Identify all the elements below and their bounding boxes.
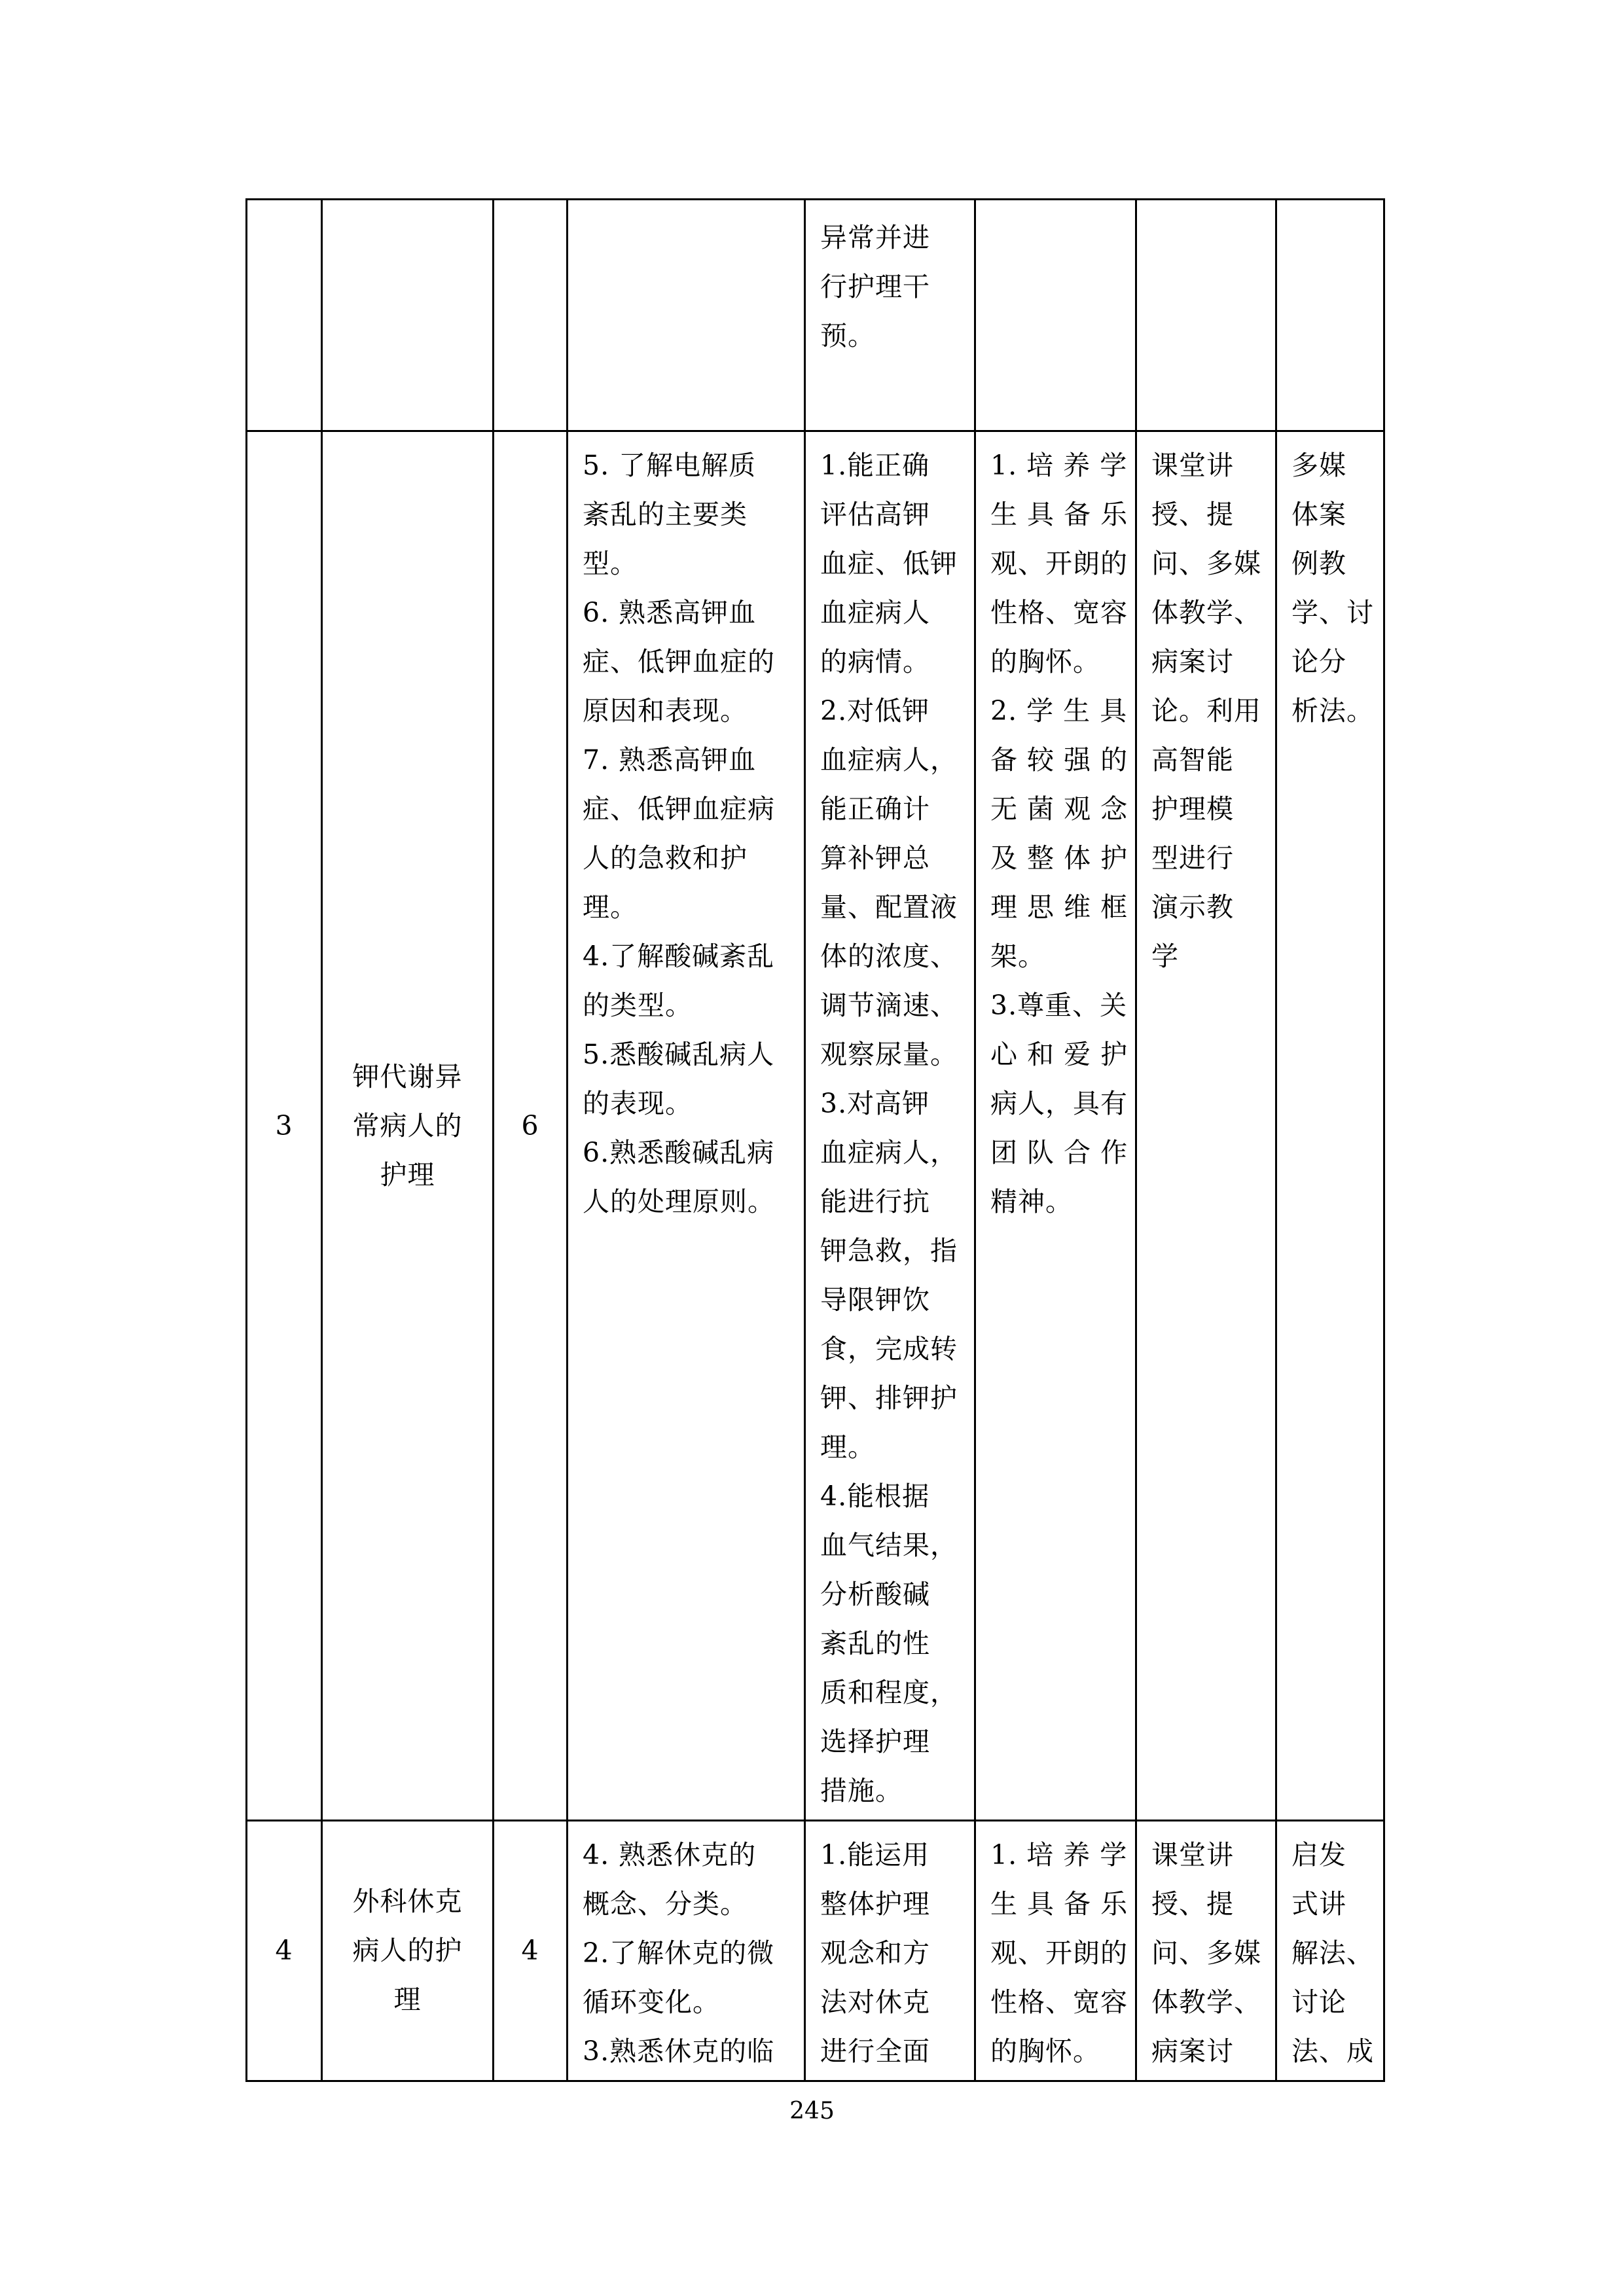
cell-text-line: 课堂讲 xyxy=(1151,1839,1234,1871)
cell-text-line: 行护理干 xyxy=(820,271,930,302)
cell-text-line: 体的浓度、 xyxy=(820,941,958,972)
cell-text-line: 护理 xyxy=(380,1158,435,1191)
cell-text-line: 质和程度， xyxy=(820,1677,958,1708)
cell-text-line: 能正确计 xyxy=(820,793,930,825)
cell-title xyxy=(322,200,494,431)
cell-text-line: 的胸怀。 xyxy=(990,646,1100,677)
cell-text-line: 2.了解休克的微 xyxy=(583,1937,775,1969)
cell-text-line: 紊乱的性 xyxy=(820,1628,930,1659)
curriculum-table xyxy=(245,198,1385,2082)
cell-text-line: 理 xyxy=(393,1984,422,2015)
cell-text-line: 性格、宽容 xyxy=(990,1986,1128,2018)
cell-text-line: 症、低钾血症的 xyxy=(583,646,775,677)
cell-text-line: 分析酸碱 xyxy=(820,1579,930,1610)
cell-text-line: 病案讨 xyxy=(1151,646,1234,677)
cell-text-line: 高智能 xyxy=(1151,744,1234,776)
cell-ability xyxy=(805,1821,975,2081)
cell-knowledge xyxy=(568,431,805,1821)
cell-text-line: 1. 培 养 学 xyxy=(990,450,1128,481)
cell-text-line: 的类型。 xyxy=(583,990,693,1021)
cell-text-line: 启发 xyxy=(1291,1839,1346,1871)
page-number: 245 xyxy=(789,2098,835,2125)
cell-text-line: 课堂讲 xyxy=(1151,450,1234,481)
cell-text-line: 3.尊重、关 xyxy=(990,990,1128,1021)
cell-text-line: 1.能正确 xyxy=(820,450,930,481)
cell-text-line: 理 思 维 框 xyxy=(990,891,1128,923)
cell-text-line: 架。 xyxy=(990,941,1045,972)
cell-quality xyxy=(975,200,1136,431)
cell-text-line: 体教学、 xyxy=(1151,597,1261,628)
cell-text-line: 7. 熟悉高钾血 xyxy=(583,744,757,776)
cell-text-line: 钾、排钾护 xyxy=(820,1382,958,1414)
cell-hours: 6 xyxy=(494,431,568,1821)
cell-text-line: 及 整 体 护 xyxy=(990,842,1128,874)
cell-text-line: 4.了解酸碱紊乱 xyxy=(583,941,775,972)
cell-text-line: 生 具 备 乐 xyxy=(990,1888,1128,1920)
cell-text-line: 病人，具有 xyxy=(990,1088,1128,1119)
cell-text-line: 无 菌 观 念 xyxy=(990,793,1128,825)
cell-text-line: 2.对低钾 xyxy=(820,695,930,726)
cell-text-line: 4.能根据 xyxy=(820,1480,930,1512)
cell-text-line: 血症病人 xyxy=(820,597,930,628)
cell-title xyxy=(322,431,494,1821)
cell-approach xyxy=(1276,431,1384,1821)
cell-text-line: 问、多媒 xyxy=(1151,548,1261,579)
cell-text-line: 多媒 xyxy=(1291,450,1346,481)
cell-text-line: 血症病人， xyxy=(820,744,958,776)
cell-text-line: 概念、分类。 xyxy=(583,1888,748,1920)
cell-text-line: 6.熟悉酸碱乱病 xyxy=(583,1137,775,1168)
cell-hours xyxy=(494,200,568,431)
cell-text-line: 1.能运用 xyxy=(820,1839,930,1871)
cell-text-line: 观、开朗的 xyxy=(990,548,1128,579)
cell-text-line: 预。 xyxy=(820,320,875,351)
cell-text-line: 钾代谢异 xyxy=(352,1060,463,1092)
cell-text-line: 原因和表现。 xyxy=(583,695,748,726)
cell-text-line: 1. 培 养 学 xyxy=(990,1839,1128,1871)
cell-text-line: 措施。 xyxy=(820,1775,903,1806)
cell-text-line: 观察尿量。 xyxy=(820,1039,958,1070)
cell-knowledge xyxy=(568,200,805,431)
cell-text-line: 3.熟悉休克的临 xyxy=(583,2036,775,2067)
cell-text-line: 观、开朗的 xyxy=(990,1937,1128,1969)
table-row xyxy=(247,1821,1384,2081)
cell-text-line: 症、低钾血症病 xyxy=(583,793,775,825)
cell-text-line: 法、成 xyxy=(1291,2036,1374,2067)
cell-text-line: 护理模 xyxy=(1151,793,1234,825)
cell-text-line: 体案 xyxy=(1291,499,1346,530)
cell-text-line: 量、配置液 xyxy=(820,891,958,923)
cell-text-line: 人的急救和护 xyxy=(583,842,748,874)
cell-text-line: 讨论 xyxy=(1291,1986,1346,2018)
cell-text-line: 血症、低钾 xyxy=(820,548,958,579)
cell-no xyxy=(247,200,322,431)
cell-text-line: 异常并进 xyxy=(820,222,930,253)
cell-text-line: 钾急救，指 xyxy=(820,1235,958,1266)
cell-text-line: 5. 了解电解质 xyxy=(583,450,757,481)
cell-no: 4 xyxy=(247,1821,322,2081)
cell-text-line: 循环变化。 xyxy=(583,1986,720,2018)
cell-text-line: 调节滴速、 xyxy=(820,990,958,1021)
cell-text-line: 外科休克 xyxy=(352,1886,463,1917)
cell-text-line: 授、提 xyxy=(1151,499,1234,530)
cell-text-line: 授、提 xyxy=(1151,1888,1234,1920)
cell-text-line: 能进行抗 xyxy=(820,1186,930,1217)
cell-text-line: 食，完成转 xyxy=(820,1333,958,1365)
cell-text-line: 算补钾总 xyxy=(820,842,930,874)
cell-text-line: 病人的护 xyxy=(352,1935,463,1966)
cell-text-line: 演示教 xyxy=(1151,891,1234,923)
cell-method xyxy=(1136,431,1276,1821)
cell-text-line: 3.对高钾 xyxy=(820,1088,930,1119)
cell-text-line: 理。 xyxy=(820,1431,875,1463)
cell-text-line: 性格、宽容 xyxy=(990,597,1128,628)
cell-text-line: 问、多媒 xyxy=(1151,1937,1261,1969)
cell-ability xyxy=(805,200,975,431)
table-row xyxy=(247,431,1384,1821)
cell-text-line: 进行全面 xyxy=(820,2036,930,2067)
cell-text-line: 的表现。 xyxy=(583,1088,693,1119)
cell-quality xyxy=(975,431,1136,1821)
cell-knowledge xyxy=(568,1821,805,2081)
cell-ability xyxy=(805,431,975,1821)
cell-hours: 4 xyxy=(494,1821,568,2081)
cell-text-line: 4. 熟悉休克的 xyxy=(583,1839,757,1871)
cell-method xyxy=(1136,1821,1276,2081)
cell-text-line: 例教 xyxy=(1291,548,1346,579)
cell-text-line: 析法。 xyxy=(1291,695,1374,726)
cell-text-line: 学、讨 xyxy=(1291,597,1374,628)
cell-text-line: 选择护理 xyxy=(820,1726,930,1757)
cell-text-line: 精神。 xyxy=(990,1186,1073,1217)
cell-text-line: 导限钾饮 xyxy=(820,1284,930,1316)
cell-text-line: 法对休克 xyxy=(820,1986,930,2018)
cell-text-line: 血气结果， xyxy=(820,1530,958,1561)
cell-text-line: 论。利用 xyxy=(1151,695,1261,726)
cell-text-line: 血症病人， xyxy=(820,1137,958,1168)
cell-text-line: 评估高钾 xyxy=(820,499,930,530)
cell-text-line: 5.悉酸碱乱病人 xyxy=(583,1039,775,1070)
cell-text-line: 学 xyxy=(1151,941,1179,972)
cell-text-line: 整体护理 xyxy=(820,1888,930,1920)
cell-text-line: 解法、 xyxy=(1291,1937,1374,1969)
cell-text-line: 型。 xyxy=(583,548,638,579)
cell-text-line: 论分 xyxy=(1291,646,1346,677)
cell-text-line: 生 具 备 乐 xyxy=(990,499,1128,530)
cell-title xyxy=(322,1821,494,2081)
cell-text-line: 2. 学 生 具 xyxy=(990,695,1128,726)
cell-text-line: 式讲 xyxy=(1291,1888,1346,1920)
cell-text-line: 常病人的 xyxy=(352,1109,463,1141)
cell-text-line: 理。 xyxy=(583,891,638,923)
cell-method xyxy=(1136,200,1276,431)
cell-text-line: 的胸怀。 xyxy=(990,2036,1100,2067)
cell-quality xyxy=(975,1821,1136,2081)
cell-text-line: 心 和 爱 护 xyxy=(990,1039,1128,1070)
cell-text-line: 型进行 xyxy=(1151,842,1234,874)
cell-text-line: 病案讨 xyxy=(1151,2036,1234,2067)
cell-approach xyxy=(1276,1821,1384,2081)
cell-text-line: 的病情。 xyxy=(820,646,930,677)
cell-text-line: 人的处理原则。 xyxy=(583,1186,775,1217)
cell-text-line: 6. 熟悉高钾血 xyxy=(583,597,757,628)
cell-text-line: 紊乱的主要类 xyxy=(583,499,748,530)
cell-text-line: 观念和方 xyxy=(820,1937,930,1969)
cell-no: 3 xyxy=(247,431,322,1821)
table-row xyxy=(247,200,1384,431)
cell-text-line: 备 较 强 的 xyxy=(990,744,1128,776)
cell-text-line: 体教学、 xyxy=(1151,1986,1261,2018)
cell-text-line: 团 队 合 作 xyxy=(990,1137,1128,1168)
cell-approach xyxy=(1276,200,1384,431)
